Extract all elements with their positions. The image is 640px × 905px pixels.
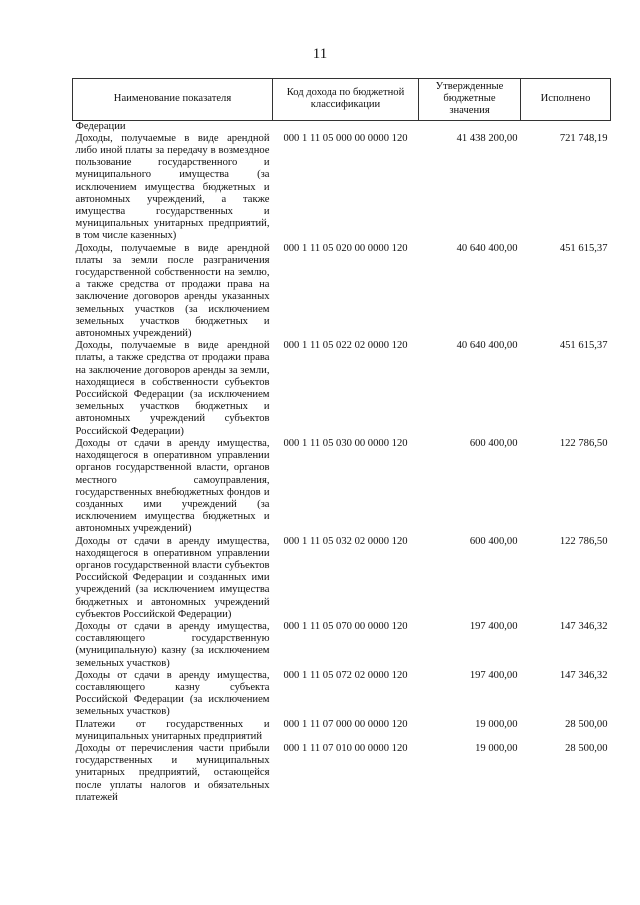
table-row xyxy=(73,743,611,804)
row-code: 000 1 11 05 070 00 0000 120 xyxy=(283,620,408,632)
row-name: Доходы от сдачи в аренду имущества, составляющего казну субъекта Российской Федерации (за исключением земельных участков) xyxy=(75,669,270,718)
page-number: 11 xyxy=(312,46,328,62)
row-code: 000 1 11 05 022 02 0000 120 xyxy=(283,340,408,352)
budget-revenue-table xyxy=(72,78,611,804)
row-code: 000 1 11 05 020 00 0000 120 xyxy=(283,242,408,254)
row-approved: 19 000,00 xyxy=(475,742,518,754)
row-code: 000 1 11 05 000 00 0000 120 xyxy=(283,132,408,144)
row-approved: 197 400,00 xyxy=(469,620,518,632)
row-code: 000 1 11 07 000 00 0000 120 xyxy=(283,718,408,730)
row-approved: 600 400,00 xyxy=(469,535,518,547)
row-approved: 40 640 400,00 xyxy=(456,242,518,254)
row-executed: 28 500,00 xyxy=(565,718,608,730)
row-executed: 451 615,37 xyxy=(559,242,608,254)
row-name: Доходы от перечисления части прибыли государственных и муниципальных унитарных предприятий, остающейся после уплаты налогов и обязательных платежей xyxy=(75,742,270,803)
row-name: Доходы от сдачи в аренду имущества, находящегося в оперативном управлении органов государственной власти субъектов Российской Федерации и созданных ими учреждений (за исключением имущества бюджетных и автономных учреждений субъектов Российской Федерации) xyxy=(75,535,270,620)
row-name: Доходы, получаемые в виде арендной либо иной платы за передачу в возмездное пользование государственного и муниципального имущества (за исключением имущества бюджетных и автономных учреждений, а также имущества государственных и муниципальных унитарных предприятий, в том числе казенных) xyxy=(75,132,270,242)
row-approved: 197 400,00 xyxy=(469,669,518,681)
row-code: 000 1 11 05 072 02 0000 120 xyxy=(283,669,408,681)
table-row xyxy=(73,621,611,670)
header-approved-values: Утвержденные бюджетные значения xyxy=(419,79,521,121)
row-approved: 600 400,00 xyxy=(469,437,518,449)
row-code: 000 1 11 05 032 02 0000 120 xyxy=(283,535,408,547)
row-executed: 28 500,00 xyxy=(565,742,608,754)
row-name: Доходы, получаемые в виде арендной платы за земли после разграничения государственной собственности на землю, а также средства от продажи права на заключение договоров аренды указанных земельных участков (за исключением земельных участков бюджетных и автономных учреждений) xyxy=(75,242,270,340)
table-row xyxy=(73,536,611,621)
row-approved: 19 000,00 xyxy=(475,718,518,730)
row-executed: 122 786,50 xyxy=(559,535,608,547)
table-row xyxy=(73,670,611,719)
row-executed: 721 748,19 xyxy=(559,132,608,144)
row-name: Доходы, получаемые в виде арендной платы, а также средства от продажи права на заключение договоров аренды за земли, находящиеся в собственности субъектов Российской Федерации (за исключением земельных участков бюджетных и автономных учреждений субъектов Российской Федерации) xyxy=(75,340,270,437)
header-indicator-name: Наименование показателя xyxy=(73,79,273,121)
table-row xyxy=(73,719,611,743)
row-name: Платежи от государственных и муниципальных унитарных предприятий xyxy=(75,718,270,742)
row-code: 000 1 11 05 030 00 0000 120 xyxy=(283,437,408,449)
header-revenue-code: Код дохода по бюджетной классификации xyxy=(273,79,419,121)
continuation-row xyxy=(73,120,611,133)
table-row xyxy=(73,133,611,243)
row-name: Доходы от сдачи в аренду имущества, составляющего государственную (муниципальную) казну (за исключением земельных участков) xyxy=(75,620,270,669)
table-row xyxy=(73,340,611,438)
row-code: 000 1 11 07 010 00 0000 120 xyxy=(283,742,408,754)
table-row xyxy=(73,438,611,536)
row-approved: 40 640 400,00 xyxy=(456,340,518,352)
row-executed: 451 615,37 xyxy=(559,340,608,352)
table-header-row xyxy=(73,79,611,121)
row-name: Доходы от сдачи в аренду имущества, находящегося в оперативном управлении органов государственной власти, органов местного самоуправления, государственных внебюджетных фондов и созданных ими учреждений (за исключением имущества бюджетных и автономных учреждений) xyxy=(75,437,270,535)
row-executed: 147 346,32 xyxy=(559,669,608,681)
header-executed: Исполнено xyxy=(521,79,611,121)
row-approved: 41 438 200,00 xyxy=(456,132,518,144)
continuation-text: Федерации xyxy=(75,120,126,132)
row-executed: 147 346,32 xyxy=(559,620,608,632)
row-executed: 122 786,50 xyxy=(559,437,608,449)
table-row xyxy=(73,243,611,341)
